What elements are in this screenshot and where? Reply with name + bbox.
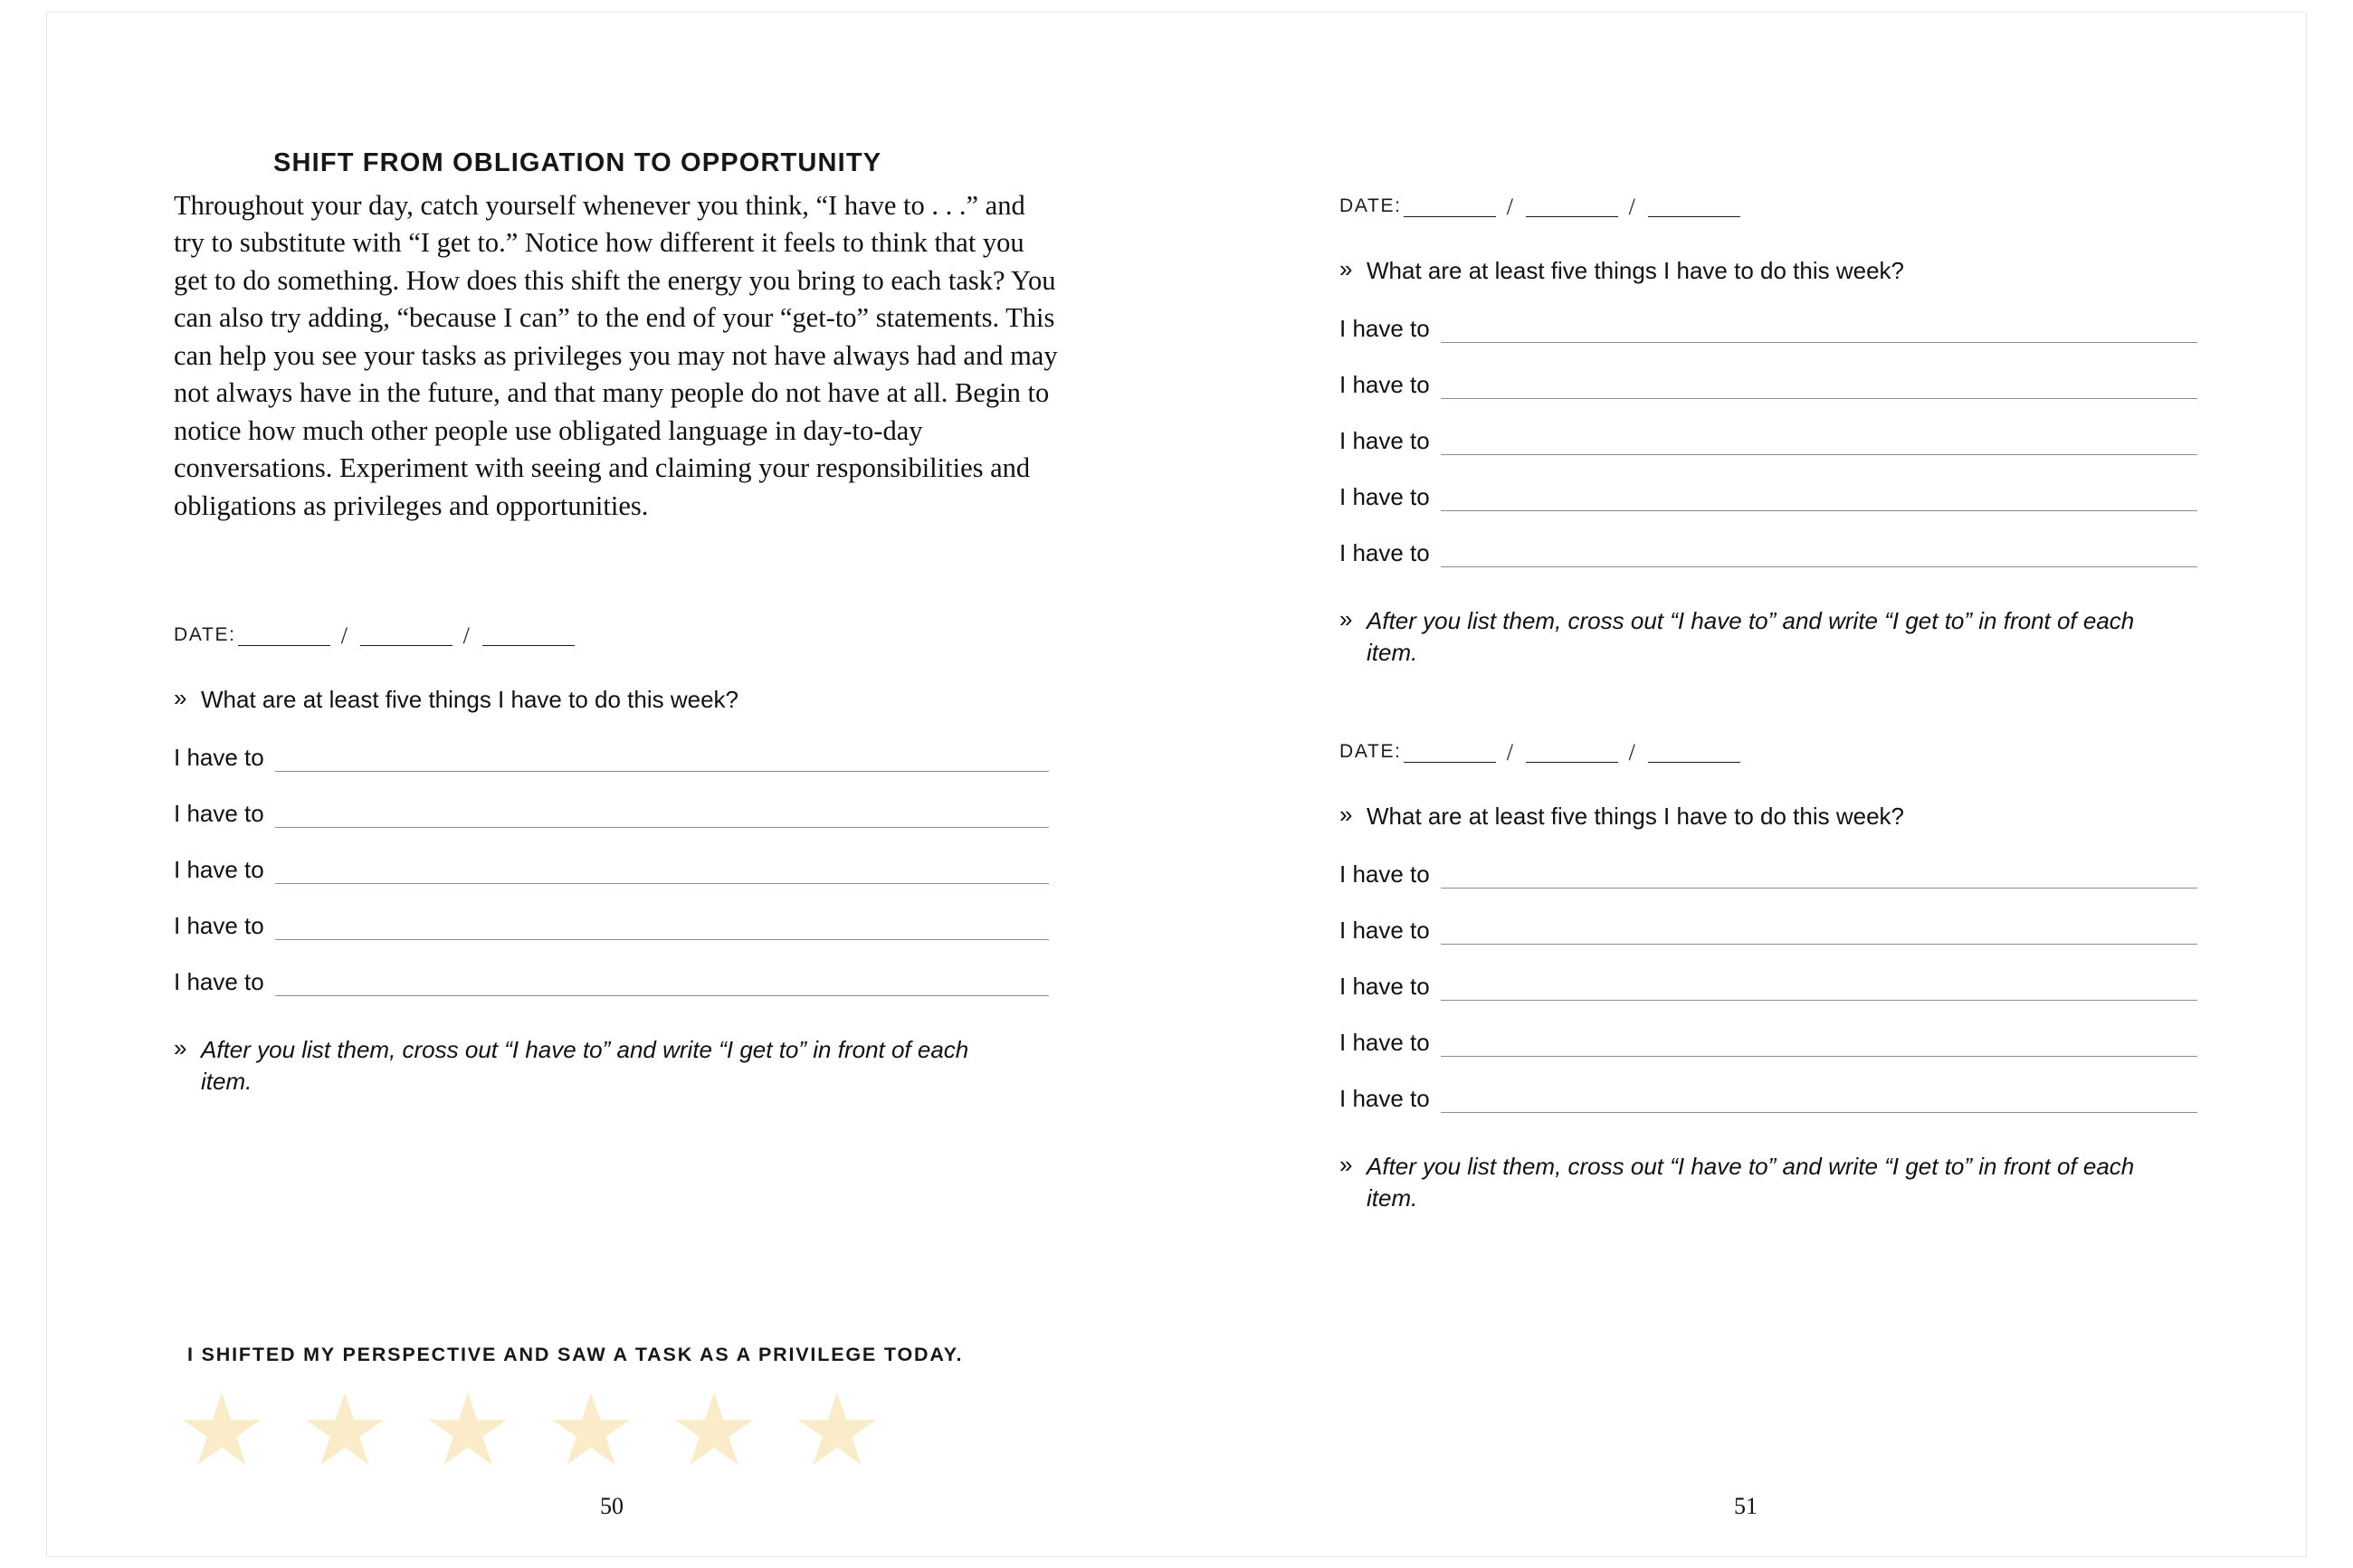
intro-paragraph: Throughout your day, catch yourself whenever you think, “I have to . . .” and try to substitute with “I get to.” Notice how different it feels to think that you get to do something. How does this shift the energy you bring to each task? You can also try adding, “because I can” to the end of your “get-to” statements. This can help you see your tasks as privileges you may not have always had and may not always have in the future, and that many people do not have at all. Begin to notice how much other people use obligated language in day-to-day conversations. Experiment with seeing and claiming your responsibilities and obligations as privileges and opportunities. [174,190,1058,521]
write-in-line[interactable] [1339,539,2197,567]
write-in-lines-right-2 [1339,860,2197,1113]
line-label: I have to [1339,1085,1430,1113]
star-icon[interactable] [306,1392,384,1470]
write-in-lines-left [174,744,1050,996]
write-in-line[interactable] [1339,483,2197,511]
line-rule[interactable] [1441,378,2197,399]
prompt-question-right-1 [1339,255,2197,287]
write-in-line[interactable] [174,744,1050,772]
line-label: I have to [174,856,264,884]
guillemet-icon: » [1339,255,1353,282]
star-tracker[interactable] [183,1392,876,1470]
guillemet-icon: » [174,1034,187,1062]
line-label: I have to [174,800,264,828]
prompt-followup-left [174,1034,1050,1098]
date-field-right-2[interactable] [1339,739,2197,766]
guillemet-icon: » [1339,605,1353,633]
line-rule[interactable] [275,807,1049,828]
line-label: I have to [174,968,264,996]
date-day-blank[interactable] [360,627,452,646]
line-rule[interactable] [1441,924,2197,945]
write-in-line[interactable] [1339,1029,2197,1057]
line-rule[interactable] [1441,868,2197,889]
date-year-blank[interactable] [1648,744,1740,763]
line-rule[interactable] [1441,980,2197,1001]
line-rule[interactable] [1441,546,2197,567]
write-in-line[interactable] [1339,860,2197,889]
page-title: SHIFT FROM OBLIGATION TO OPPORTUNITY [273,148,882,177]
date-month-blank[interactable] [1404,198,1496,217]
line-label: I have to [1339,427,1430,455]
line-rule[interactable] [1441,322,2197,343]
date-month-blank[interactable] [1404,744,1496,763]
write-in-line[interactable] [174,968,1050,996]
date-separator-2: / [1628,739,1637,766]
guillemet-icon: » [1339,1151,1353,1179]
line-rule[interactable] [1441,490,2197,511]
date-separator-2: / [1628,194,1637,220]
date-year-blank[interactable] [1648,198,1740,217]
write-in-line[interactable] [1339,973,2197,1001]
date-label: DATE: [1339,741,1402,763]
line-rule[interactable] [275,751,1049,772]
guillemet-icon: » [1339,801,1353,829]
date-day-blank[interactable] [1526,744,1618,763]
line-label: I have to [1339,973,1430,1001]
star-icon[interactable] [675,1392,753,1470]
prompt-followup-right-2 [1339,1151,2197,1214]
date-year-blank[interactable] [482,627,575,646]
write-in-line[interactable] [1339,427,2197,455]
date-separator-2: / [462,622,472,650]
write-in-line[interactable] [1339,315,2197,343]
line-label: I have to [1339,371,1430,399]
line-label: I have to [1339,483,1430,511]
write-in-line[interactable] [174,800,1050,828]
line-label: I have to [174,744,264,772]
prompt-question-left [174,684,1050,716]
date-day-blank[interactable] [1526,198,1618,217]
write-in-line[interactable] [1339,371,2197,399]
date-separator-1: / [340,622,349,650]
prompt-followup-right-1 [1339,605,2197,669]
line-label: I have to [1339,539,1430,567]
line-rule[interactable] [275,863,1049,884]
affirmation-text: I SHIFTED MY PERSPECTIVE AND SAW A TASK AS A PRIVILEGE TODAY. [187,1344,964,1365]
date-separator-1: / [1506,739,1515,766]
star-icon[interactable] [552,1392,630,1470]
line-rule[interactable] [1441,1092,2197,1113]
write-in-line[interactable] [1339,917,2197,945]
prompt-question-text: What are at least five things I have to do this week? [201,686,738,714]
line-label: I have to [174,912,264,940]
date-field-left[interactable] [174,622,1050,650]
date-label: DATE: [174,624,236,646]
line-rule[interactable] [275,919,1049,940]
date-separator-1: / [1506,194,1515,220]
write-in-line[interactable] [174,912,1050,940]
right-page [1176,13,2306,1556]
date-field-right-1[interactable] [1339,194,2197,220]
entry-divider-space [1339,669,2197,739]
prompt-followup-text: After you list them, cross out “I have to” and write “I get to” in front of each item. [201,1036,969,1096]
write-in-line[interactable] [1339,1085,2197,1113]
left-page [47,13,1176,1556]
line-rule[interactable] [1441,1036,2197,1057]
line-rule[interactable] [1441,434,2197,455]
write-in-lines-right-1 [1339,315,2197,567]
page-number-left: 50 [600,1493,624,1519]
star-icon[interactable] [798,1392,876,1470]
star-icon[interactable] [183,1392,261,1470]
date-label: DATE: [1339,195,1402,216]
page-number-right: 51 [1734,1493,1758,1519]
line-label: I have to [1339,860,1430,889]
write-in-line[interactable] [174,856,1050,884]
prompt-question-right-2 [1339,801,2197,832]
line-rule[interactable] [275,975,1049,996]
book-spread [47,13,2306,1556]
line-label: I have to [1339,1029,1430,1057]
prompt-question-text: What are at least five things I have to do this week? [1367,803,1904,831]
prompt-question-text: What are at least five things I have to do this week? [1367,257,1904,284]
line-label: I have to [1339,917,1430,945]
star-icon[interactable] [429,1392,507,1470]
date-month-blank[interactable] [238,627,330,646]
prompt-followup-text: After you list them, cross out “I have to” and write “I get to” in front of each item. [1367,1153,2135,1212]
guillemet-icon: » [174,684,187,712]
line-label: I have to [1339,315,1430,343]
prompt-followup-text: After you list them, cross out “I have to” and write “I get to” in front of each item. [1367,607,2135,667]
